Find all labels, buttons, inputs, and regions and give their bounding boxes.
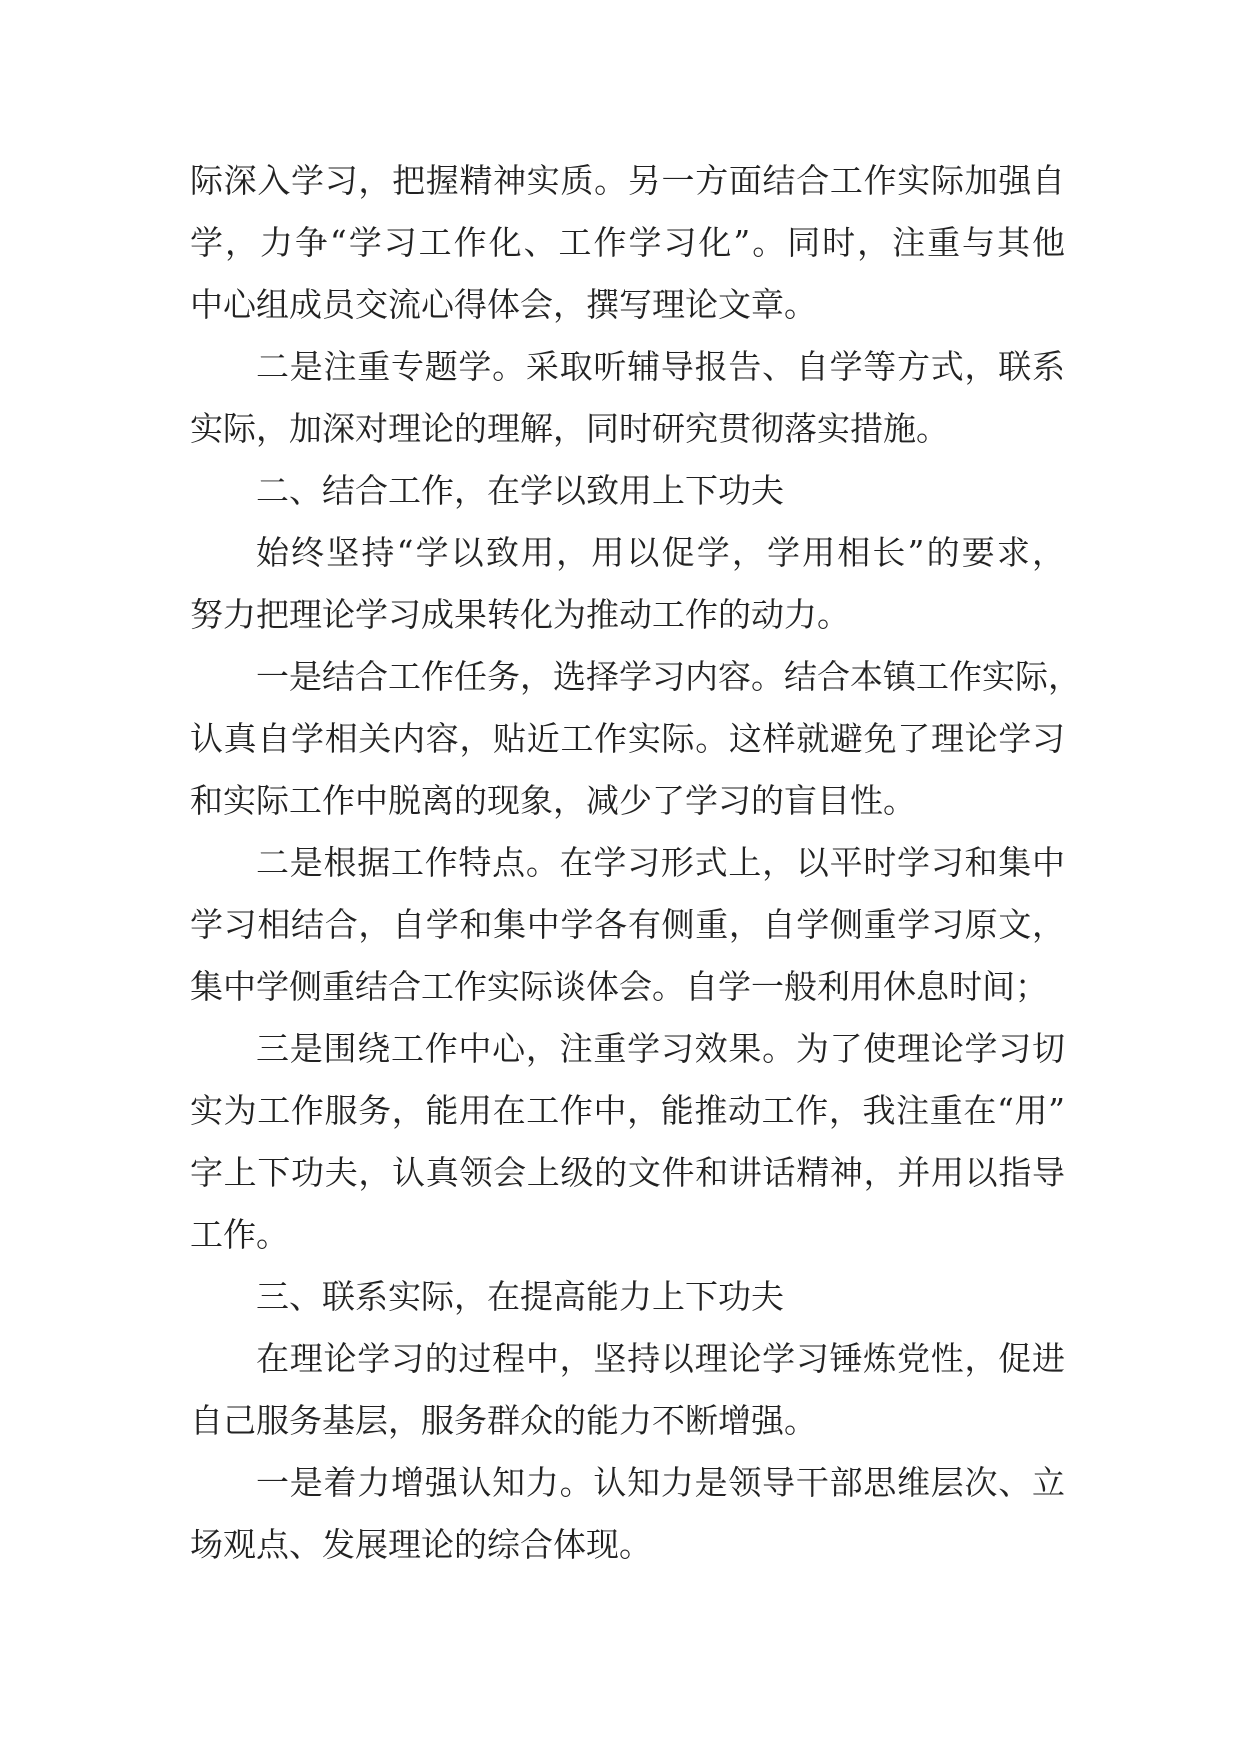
text-line: 三、联系实际，在提高能力上下功夫 <box>256 1277 784 1316</box>
text-line: 实际，加深对理论的理解，同时研究贯彻落实措施。 <box>190 409 949 448</box>
document-body <box>190 150 1081 1576</box>
text-line: 工作。 <box>190 1215 289 1254</box>
text-line: 一是结合工作任务，选择学习内容。结合本镇工作实际， <box>256 657 1081 696</box>
text-line: 努力把理论学习成果转化为推动工作的动力。 <box>190 595 850 634</box>
text-line: 三是围绕工作中心，注重学习效果。为了使理论学习切 <box>256 1029 1065 1068</box>
text-line: 二、结合工作，在学以致用上下功夫 <box>256 471 784 510</box>
text-line: 自己服务基层，服务群众的能力不断增强。 <box>190 1401 817 1440</box>
text-line: 一是着力增强认知力。认知力是领导干部思维层次、立 <box>256 1463 1065 1502</box>
text-line: 二是根据工作特点。在学习形式上，以平时学习和集中 <box>256 843 1065 882</box>
text-line: 二是注重专题学。采取听辅导报告、自学等方式，联系 <box>256 347 1065 386</box>
text-line: 学，力争“学习工作化、工作学习化”。同时，注重与其他 <box>190 223 1065 262</box>
text-line: 集中学侧重结合工作实际谈体会。自学一般利用休息时间； <box>190 967 1048 1006</box>
text-line: 认真自学相关内容，贴近工作实际。这样就避免了理论学习 <box>190 719 1065 758</box>
text-line: 和实际工作中脱离的现象，减少了学习的盲目性。 <box>190 781 916 820</box>
text-line: 中心组成员交流心得体会，撰写理论文章。 <box>190 285 817 324</box>
text-line: 始终坚持“学以致用，用以促学，学用相长”的要求， <box>256 533 1065 572</box>
text-line: 实为工作服务，能用在工作中，能推动工作，我注重在“用” <box>190 1091 1065 1130</box>
text-line: 字上下功夫，认真领会上级的文件和讲话精神，并用以指导 <box>190 1153 1065 1192</box>
text-line: 际深入学习，把握精神实质。另一方面结合工作实际加强自 <box>190 161 1065 200</box>
text-line: 学习相结合，自学和集中学各有侧重，自学侧重学习原文， <box>190 905 1065 944</box>
text-line: 在理论学习的过程中，坚持以理论学习锤炼党性，促进 <box>256 1339 1065 1378</box>
text-line: 场观点、发展理论的综合体现。 <box>190 1525 652 1564</box>
